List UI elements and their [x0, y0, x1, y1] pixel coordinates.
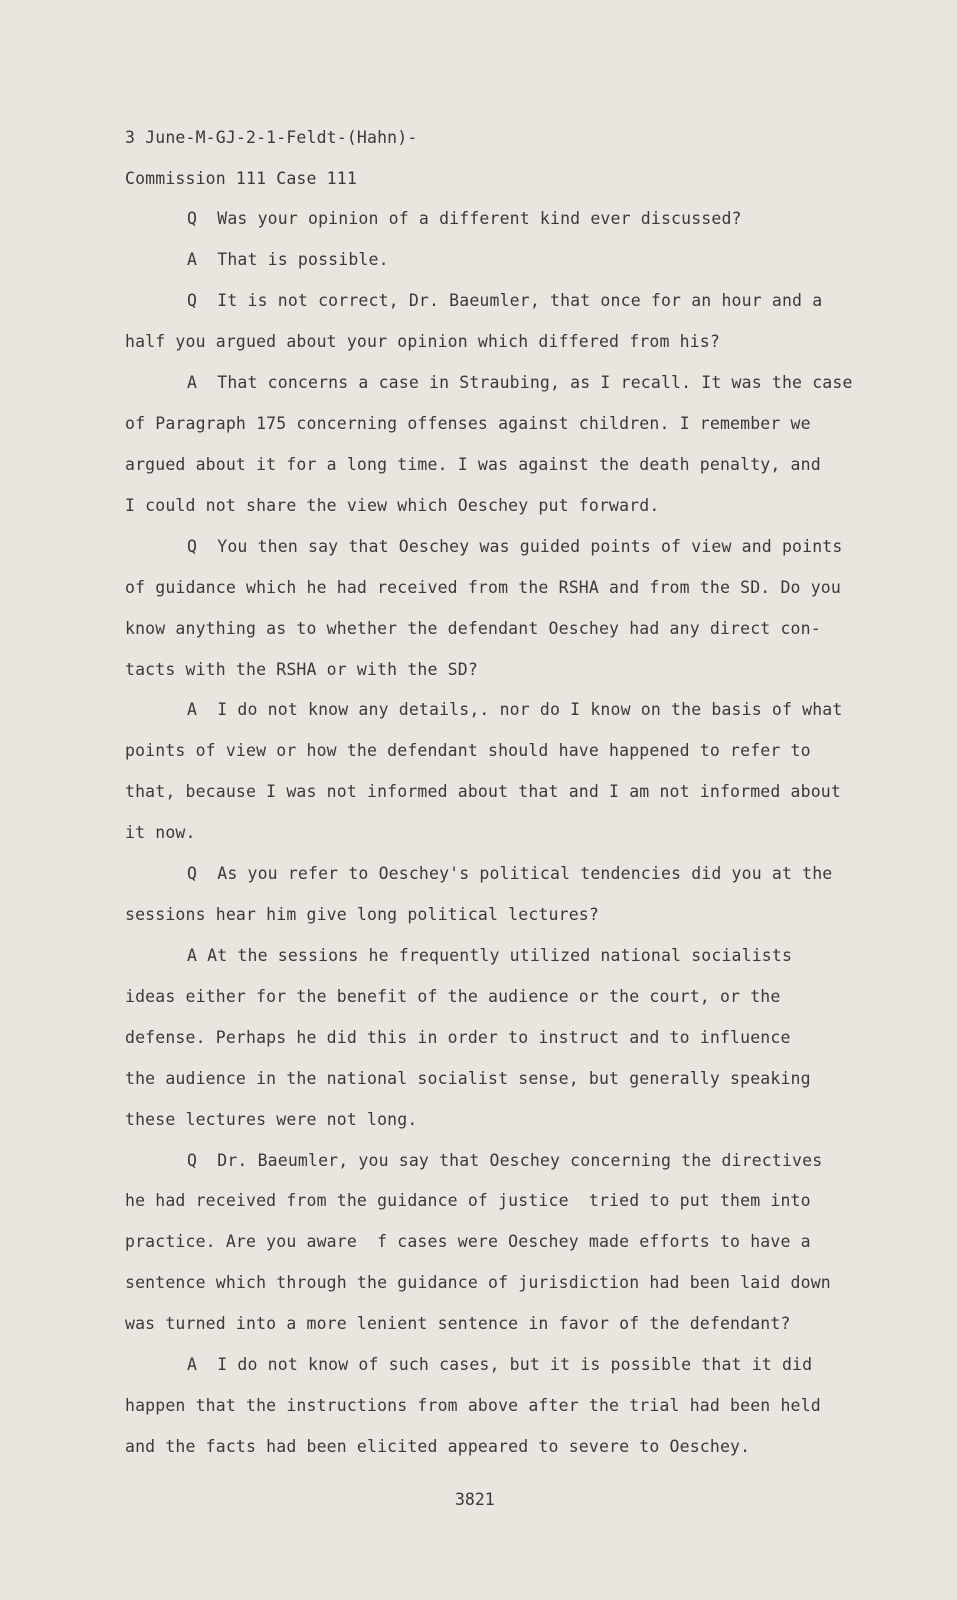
- case-heading: Commission 111 Case 111: [125, 169, 357, 188]
- answer-line: A That is possible.: [187, 250, 389, 269]
- question-line: Q As you refer to Oeschey's political tendencies did you at the: [187, 864, 833, 883]
- text-line: these lectures were not long.: [125, 1110, 418, 1129]
- question-line: Q Dr. Baeumler, you say that Oeschey concerning the directives: [187, 1151, 823, 1170]
- page-number: 3821: [455, 1490, 495, 1509]
- text-line: of Paragraph 175 concerning offenses against children. I remember we: [125, 414, 811, 433]
- text-line: happen that the instructions from above after the trial had been held: [125, 1396, 821, 1415]
- text-line: half you argued about your opinion which differed from his?: [125, 332, 720, 351]
- text-line: the audience in the national socialist sense, but generally speaking: [125, 1069, 811, 1088]
- text-line: of guidance which he had received from the RSHA and from the SD. Do you: [125, 578, 841, 597]
- text-line: defense. Perhaps he did this in order to instruct and to influence: [125, 1028, 791, 1047]
- text-line: ideas either for the benefit of the audience or the court, or the: [125, 987, 781, 1006]
- answer-line: A I do not know any details,. nor do I know on the basis of what: [187, 700, 843, 719]
- text-line: sessions hear him give long political lectures?: [125, 905, 599, 924]
- question-line: Q It is not correct, Dr. Baeumler, that once for an hour and a: [187, 291, 823, 310]
- text-line: tacts with the RSHA or with the SD?: [125, 660, 478, 679]
- text-line: was turned into a more lenient sentence in favor of the defendant?: [125, 1314, 791, 1333]
- text-line: he had received from the guidance of justice tried to put them into: [125, 1191, 811, 1210]
- text-line: sentence which through the guidance of jurisdiction had been laid down: [125, 1273, 831, 1292]
- answer-line: A I do not know of such cases, but it is possible that it did: [187, 1355, 813, 1374]
- answer-line: A At the sessions he frequently utilized national socialists: [187, 946, 793, 965]
- question-line: Q You then say that Oeschey was guided points of view and points: [187, 537, 843, 556]
- text-line: I could not share the view which Oeschey put forward.: [125, 496, 660, 515]
- question-line: Q Was your opinion of a different kind ever discussed?: [187, 209, 742, 228]
- text-line: that, because I was not informed about that and I am not informed about: [125, 782, 841, 801]
- text-line: know anything as to whether the defendant Oeschey had any direct con-: [125, 619, 821, 638]
- text-line: and the facts had been elicited appeared to severe to Oeschey.: [125, 1437, 751, 1456]
- text-line: it now.: [125, 823, 196, 842]
- answer-line: A That concerns a case in Straubing, as I recall. It was the case: [187, 373, 853, 392]
- text-line: argued about it for a long time. I was against the death penalty, and: [125, 455, 821, 474]
- text-line: points of view or how the defendant should have happened to refer to: [125, 741, 811, 760]
- document-reference: 3 June-M-GJ-2-1-Feldt-(Hahn)-: [125, 128, 418, 147]
- text-line: practice. Are you aware f cases were Oeschey made efforts to have a: [125, 1232, 811, 1251]
